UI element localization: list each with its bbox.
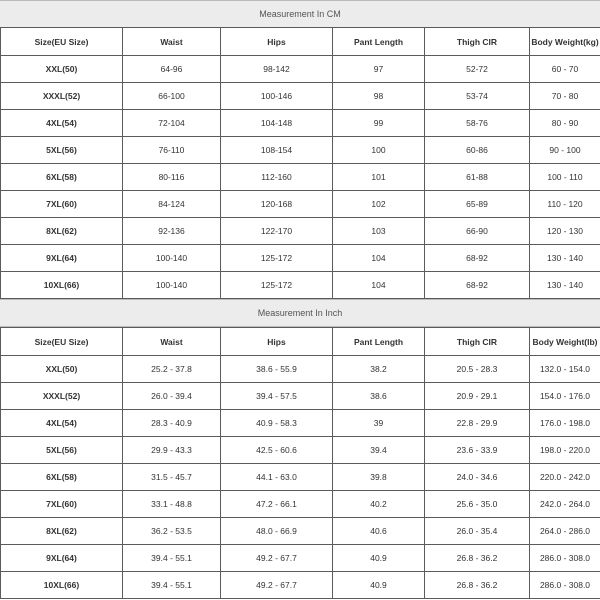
cm-cell-size: 10XL(66) bbox=[1, 272, 123, 299]
cm-cell-hips: 104-148 bbox=[221, 110, 333, 137]
inch-cell-body-weight: 286.0 - 308.0 bbox=[530, 545, 600, 572]
inch-cell-waist: 39.4 - 55.1 bbox=[123, 572, 221, 599]
cm-cell-hips: 98-142 bbox=[221, 56, 333, 83]
cm-cell-size: 5XL(56) bbox=[1, 137, 123, 164]
inch-cell-hips: 42.5 - 60.6 bbox=[221, 437, 333, 464]
table-row bbox=[1, 110, 600, 137]
inch-cell-thigh-cir: 26.8 - 36.2 bbox=[425, 545, 530, 572]
cm-cell-body-weight: 130 - 140 bbox=[530, 272, 600, 299]
inch-header-size: Size(EU Size) bbox=[1, 328, 123, 356]
cm-cell-hips: 125-172 bbox=[221, 272, 333, 299]
cm-cell-waist: 66-100 bbox=[123, 83, 221, 110]
inch-cell-size: 9XL(64) bbox=[1, 545, 123, 572]
cm-size-table bbox=[0, 27, 600, 299]
inch-cell-waist: 25.2 - 37.8 bbox=[123, 356, 221, 383]
table-row bbox=[1, 164, 600, 191]
inch-cell-thigh-cir: 26.8 - 36.2 bbox=[425, 572, 530, 599]
table-row bbox=[1, 218, 600, 245]
inch-cell-pant-length: 39.8 bbox=[333, 464, 425, 491]
inch-cell-body-weight: 286.0 - 308.0 bbox=[530, 572, 600, 599]
inch-cell-pant-length: 40.2 bbox=[333, 491, 425, 518]
inch-cell-body-weight: 220.0 - 242.0 bbox=[530, 464, 600, 491]
cm-cell-size: XXXL(52) bbox=[1, 83, 123, 110]
inch-cell-pant-length: 38.6 bbox=[333, 383, 425, 410]
inch-cell-thigh-cir: 23.6 - 33.9 bbox=[425, 437, 530, 464]
table-row bbox=[1, 245, 600, 272]
cm-header-row bbox=[1, 28, 600, 56]
cm-cell-size: 9XL(64) bbox=[1, 245, 123, 272]
inch-header-row bbox=[1, 328, 600, 356]
cm-cell-thigh-cir: 66-90 bbox=[425, 218, 530, 245]
inch-header-pant-length: Pant Length bbox=[333, 328, 425, 356]
cm-cell-thigh-cir: 60-86 bbox=[425, 137, 530, 164]
cm-cell-size: 8XL(62) bbox=[1, 218, 123, 245]
inch-header-waist: Waist bbox=[123, 328, 221, 356]
inch-header-body-weight: Body Weight(lb) bbox=[530, 328, 600, 356]
cm-cell-body-weight: 110 - 120 bbox=[530, 191, 600, 218]
cm-cell-waist: 84-124 bbox=[123, 191, 221, 218]
table-row bbox=[1, 545, 600, 572]
inch-cell-thigh-cir: 20.5 - 28.3 bbox=[425, 356, 530, 383]
inch-cell-size: 4XL(54) bbox=[1, 410, 123, 437]
cm-header-body-weight: Body Weight(kg) bbox=[530, 28, 600, 56]
cm-cell-thigh-cir: 58-76 bbox=[425, 110, 530, 137]
inch-cell-pant-length: 38.2 bbox=[333, 356, 425, 383]
cm-cell-waist: 76-110 bbox=[123, 137, 221, 164]
cm-cell-thigh-cir: 52-72 bbox=[425, 56, 530, 83]
cm-cell-pant-length: 97 bbox=[333, 56, 425, 83]
inch-cell-size: 7XL(60) bbox=[1, 491, 123, 518]
cm-cell-body-weight: 90 - 100 bbox=[530, 137, 600, 164]
inch-cell-waist: 29.9 - 43.3 bbox=[123, 437, 221, 464]
cm-cell-pant-length: 101 bbox=[333, 164, 425, 191]
cm-cell-hips: 100-146 bbox=[221, 83, 333, 110]
inch-cell-waist: 28.3 - 40.9 bbox=[123, 410, 221, 437]
cm-cell-pant-length: 104 bbox=[333, 245, 425, 272]
table-row bbox=[1, 437, 600, 464]
table-row bbox=[1, 410, 600, 437]
cm-cell-size: 7XL(60) bbox=[1, 191, 123, 218]
cm-cell-pant-length: 99 bbox=[333, 110, 425, 137]
inch-cell-thigh-cir: 26.0 - 35.4 bbox=[425, 518, 530, 545]
cm-cell-pant-length: 98 bbox=[333, 83, 425, 110]
cm-cell-body-weight: 120 - 130 bbox=[530, 218, 600, 245]
inch-cell-pant-length: 40.9 bbox=[333, 572, 425, 599]
inch-section-title: Measurement In Inch bbox=[0, 299, 600, 327]
inch-cell-thigh-cir: 24.0 - 34.6 bbox=[425, 464, 530, 491]
inch-cell-size: XXL(50) bbox=[1, 356, 123, 383]
inch-cell-size: 8XL(62) bbox=[1, 518, 123, 545]
inch-header-hips: Hips bbox=[221, 328, 333, 356]
inch-cell-size: 10XL(66) bbox=[1, 572, 123, 599]
inch-header-thigh-cir: Thigh CIR bbox=[425, 328, 530, 356]
inch-size-table bbox=[0, 327, 600, 599]
cm-cell-thigh-cir: 65-89 bbox=[425, 191, 530, 218]
cm-cell-body-weight: 130 - 140 bbox=[530, 245, 600, 272]
inch-cell-body-weight: 264.0 - 286.0 bbox=[530, 518, 600, 545]
inch-cell-waist: 33.1 - 48.8 bbox=[123, 491, 221, 518]
table-row bbox=[1, 83, 600, 110]
inch-cell-body-weight: 242.0 - 264.0 bbox=[530, 491, 600, 518]
cm-cell-body-weight: 60 - 70 bbox=[530, 56, 600, 83]
cm-header-thigh-cir: Thigh CIR bbox=[425, 28, 530, 56]
inch-cell-body-weight: 176.0 - 198.0 bbox=[530, 410, 600, 437]
cm-cell-size: 4XL(54) bbox=[1, 110, 123, 137]
cm-cell-pant-length: 102 bbox=[333, 191, 425, 218]
inch-cell-body-weight: 154.0 - 176.0 bbox=[530, 383, 600, 410]
inch-cell-size: 5XL(56) bbox=[1, 437, 123, 464]
inch-cell-pant-length: 39 bbox=[333, 410, 425, 437]
cm-cell-pant-length: 103 bbox=[333, 218, 425, 245]
inch-cell-waist: 26.0 - 39.4 bbox=[123, 383, 221, 410]
cm-cell-pant-length: 100 bbox=[333, 137, 425, 164]
cm-cell-waist: 80-116 bbox=[123, 164, 221, 191]
table-row bbox=[1, 272, 600, 299]
cm-cell-pant-length: 104 bbox=[333, 272, 425, 299]
table-row bbox=[1, 383, 600, 410]
inch-cell-pant-length: 39.4 bbox=[333, 437, 425, 464]
cm-cell-hips: 108-154 bbox=[221, 137, 333, 164]
inch-cell-hips: 47.2 - 66.1 bbox=[221, 491, 333, 518]
inch-cell-hips: 39.4 - 57.5 bbox=[221, 383, 333, 410]
cm-cell-waist: 72-104 bbox=[123, 110, 221, 137]
cm-cell-body-weight: 100 - 110 bbox=[530, 164, 600, 191]
inch-cell-waist: 39.4 - 55.1 bbox=[123, 545, 221, 572]
cm-cell-hips: 125-172 bbox=[221, 245, 333, 272]
inch-cell-body-weight: 132.0 - 154.0 bbox=[530, 356, 600, 383]
table-row bbox=[1, 518, 600, 545]
table-row bbox=[1, 56, 600, 83]
inch-cell-hips: 38.6 - 55.9 bbox=[221, 356, 333, 383]
cm-cell-hips: 120-168 bbox=[221, 191, 333, 218]
inch-cell-pant-length: 40.6 bbox=[333, 518, 425, 545]
cm-header-pant-length: Pant Length bbox=[333, 28, 425, 56]
cm-cell-thigh-cir: 68-92 bbox=[425, 272, 530, 299]
table-row bbox=[1, 137, 600, 164]
cm-cell-body-weight: 70 - 80 bbox=[530, 83, 600, 110]
inch-cell-thigh-cir: 22.8 - 29.9 bbox=[425, 410, 530, 437]
inch-cell-hips: 49.2 - 67.7 bbox=[221, 545, 333, 572]
inch-cell-hips: 48.0 - 66.9 bbox=[221, 518, 333, 545]
cm-section-title: Measurement In CM bbox=[0, 0, 600, 28]
inch-cell-hips: 49.2 - 67.7 bbox=[221, 572, 333, 599]
table-row bbox=[1, 572, 600, 599]
cm-cell-thigh-cir: 61-88 bbox=[425, 164, 530, 191]
cm-cell-waist: 64-96 bbox=[123, 56, 221, 83]
cm-cell-thigh-cir: 68-92 bbox=[425, 245, 530, 272]
table-row bbox=[1, 464, 600, 491]
cm-cell-waist: 100-140 bbox=[123, 272, 221, 299]
cm-header-hips: Hips bbox=[221, 28, 333, 56]
inch-cell-pant-length: 40.9 bbox=[333, 545, 425, 572]
inch-cell-waist: 36.2 - 53.5 bbox=[123, 518, 221, 545]
cm-header-size: Size(EU Size) bbox=[1, 28, 123, 56]
cm-cell-size: XXL(50) bbox=[1, 56, 123, 83]
inch-cell-size: 6XL(58) bbox=[1, 464, 123, 491]
inch-cell-thigh-cir: 25.6 - 35.0 bbox=[425, 491, 530, 518]
cm-cell-waist: 100-140 bbox=[123, 245, 221, 272]
inch-cell-waist: 31.5 - 45.7 bbox=[123, 464, 221, 491]
cm-cell-size: 6XL(58) bbox=[1, 164, 123, 191]
inch-cell-hips: 40.9 - 58.3 bbox=[221, 410, 333, 437]
inch-cell-body-weight: 198.0 - 220.0 bbox=[530, 437, 600, 464]
inch-cell-size: XXXL(52) bbox=[1, 383, 123, 410]
inch-cell-hips: 44.1 - 63.0 bbox=[221, 464, 333, 491]
cm-cell-hips: 112-160 bbox=[221, 164, 333, 191]
table-row bbox=[1, 356, 600, 383]
cm-header-waist: Waist bbox=[123, 28, 221, 56]
cm-cell-thigh-cir: 53-74 bbox=[425, 83, 530, 110]
table-row bbox=[1, 191, 600, 218]
cm-cell-waist: 92-136 bbox=[123, 218, 221, 245]
cm-cell-body-weight: 80 - 90 bbox=[530, 110, 600, 137]
cm-cell-hips: 122-170 bbox=[221, 218, 333, 245]
table-row bbox=[1, 491, 600, 518]
inch-cell-thigh-cir: 20.9 - 29.1 bbox=[425, 383, 530, 410]
